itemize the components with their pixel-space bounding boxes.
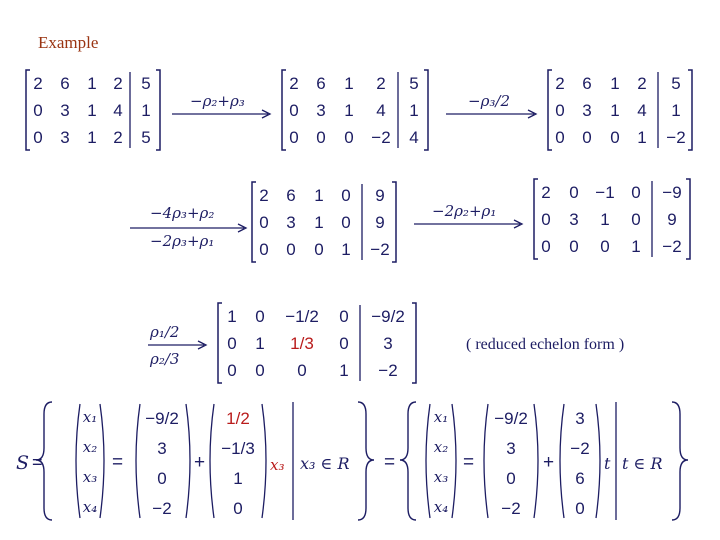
- matrix-cell: −9/2: [371, 307, 405, 326]
- vector-entry: 3: [575, 409, 585, 428]
- matrix-cell: 5: [671, 74, 681, 93]
- plus-sign: +: [194, 452, 206, 473]
- row-operation-label: −2ρ₃+ρ₁: [150, 232, 215, 250]
- matrix-cell: 1: [141, 101, 151, 120]
- matrix-cell: 0: [227, 361, 237, 380]
- matrix-cell: 3: [569, 210, 579, 229]
- variable-x2: x₂: [82, 438, 98, 456]
- matrix-cell: 5: [409, 74, 419, 93]
- matrix-2: [280, 66, 432, 154]
- vector-entry: 0: [575, 499, 585, 518]
- matrix-5: [532, 175, 694, 263]
- matrix-cell: 0: [339, 307, 349, 326]
- row-operation-label: −ρ₃/2: [468, 92, 510, 110]
- matrix-1: [24, 66, 164, 154]
- slide-title: Example: [38, 33, 99, 52]
- row-operation-label: −ρ₂+ρ₃: [190, 92, 245, 110]
- matrix-cell: 2: [33, 74, 43, 93]
- matrix-cell: 5: [141, 74, 151, 93]
- vector-entry: −9/2: [494, 409, 528, 428]
- matrix-cell: 1: [314, 213, 324, 232]
- matrix-cell: 1: [341, 240, 351, 259]
- matrix-cell: 1: [344, 101, 354, 120]
- matrix-cell: 1: [637, 128, 647, 147]
- matrix-cell: 4: [409, 128, 419, 147]
- matrix-cell: 1: [344, 74, 354, 93]
- matrix-cell: −2: [371, 128, 391, 147]
- matrix-cell: 0: [314, 240, 324, 259]
- matrix-cell: 6: [582, 74, 592, 93]
- equals-sign: =: [384, 452, 396, 473]
- matrix-cell: 0: [600, 237, 610, 256]
- matrix-cell: 0: [286, 240, 296, 259]
- matrix-cell: 1: [87, 128, 97, 147]
- equals-sign: =: [32, 452, 43, 472]
- matrix-cell: 0: [541, 210, 551, 229]
- variable-x4: x₄: [82, 498, 98, 516]
- matrix-cell: 4: [113, 101, 123, 120]
- matrix-cell: 4: [376, 101, 386, 120]
- matrix-cell: 1: [600, 210, 610, 229]
- matrix-cell: 0: [289, 101, 299, 120]
- matrix-cell: 1: [339, 361, 349, 380]
- matrix-cell: 9: [667, 210, 677, 229]
- matrix-cell: −1: [595, 183, 615, 202]
- matrix-cell: 0: [610, 128, 620, 147]
- matrix-cell: 0: [582, 128, 592, 147]
- matrix-cell: 2: [541, 183, 551, 202]
- matrix-cell: 0: [555, 128, 565, 147]
- matrix-cell: 0: [631, 210, 641, 229]
- matrix-cell: 5: [141, 128, 151, 147]
- matrix-cell: 0: [569, 183, 579, 202]
- matrix-cell: 3: [286, 213, 296, 232]
- solution-brackets: [0, 396, 720, 526]
- parameter-condition: t ∈ R: [622, 454, 663, 473]
- matrix-cell: 0: [569, 237, 579, 256]
- matrix-cell: 0: [33, 128, 43, 147]
- variable-x2: x₂: [433, 438, 449, 456]
- matrix-cell: 0: [631, 183, 641, 202]
- matrix-cell: 2: [259, 186, 269, 205]
- matrix-3: [546, 66, 696, 154]
- parameter-x3: x₃: [270, 456, 285, 474]
- row-operation-label: ρ₂/3: [150, 350, 180, 368]
- matrix-cell: 3: [383, 334, 393, 353]
- matrix-cell: 0: [33, 101, 43, 120]
- matrix-cell: 0: [289, 128, 299, 147]
- matrix-cell: −1/2: [285, 307, 319, 326]
- vector-entry: −2: [570, 439, 590, 458]
- row-operation-label: −4ρ₃+ρ₂: [150, 204, 215, 222]
- vector-entry: 6: [575, 469, 585, 488]
- set-name: S: [16, 452, 30, 474]
- vector-entry-highlighted: 1/2: [226, 409, 250, 428]
- matrix-cell: 1: [631, 237, 641, 256]
- matrix-cell: 6: [316, 74, 326, 93]
- right-arrow-icon: [172, 108, 274, 120]
- matrix-cell: 4: [637, 101, 647, 120]
- matrix-cell: 0: [339, 334, 349, 353]
- matrix-cell: 3: [582, 101, 592, 120]
- matrix-cell-highlighted: 1/3: [290, 334, 314, 353]
- matrix-cell: 6: [286, 186, 296, 205]
- matrix-cell: 1: [409, 101, 419, 120]
- matrix-cell: 2: [637, 74, 647, 93]
- matrix-cell: 1: [255, 334, 265, 353]
- equals-sign: =: [463, 452, 475, 473]
- matrix-cell: −2: [378, 361, 398, 380]
- right-arrow-icon: [414, 218, 526, 230]
- matrix-cell: 1: [314, 186, 324, 205]
- matrix-cell: −9: [662, 183, 682, 202]
- parameter-condition: x₃ ∈ R: [300, 454, 350, 473]
- matrix-cell: 0: [341, 213, 351, 232]
- matrix-cell: 0: [316, 128, 326, 147]
- vector-entry: 0: [233, 499, 243, 518]
- row-operation-label: −2ρ₂+ρ₁: [432, 202, 497, 220]
- matrix-cell: −2: [662, 237, 682, 256]
- matrix-cell: 1: [87, 74, 97, 93]
- variable-x1: x₁: [82, 408, 98, 426]
- plus-sign: +: [543, 452, 555, 473]
- matrix-cell: 1: [87, 101, 97, 120]
- right-arrow-icon: [446, 108, 540, 120]
- matrix-cell: 2: [555, 74, 565, 93]
- matrix-cell: 1: [610, 74, 620, 93]
- vector-entry: 3: [157, 439, 167, 458]
- vector-entry: −9/2: [145, 409, 179, 428]
- matrix-6: [216, 299, 420, 387]
- matrix-cell: 0: [255, 361, 265, 380]
- matrix-cell: 3: [60, 128, 70, 147]
- matrix-cell: 0: [255, 307, 265, 326]
- matrix-cell: 0: [555, 101, 565, 120]
- matrix-cell: 0: [341, 186, 351, 205]
- variable-x3: x₃: [82, 468, 98, 486]
- matrix-4: [250, 178, 400, 266]
- matrix-cell: 9: [375, 213, 385, 232]
- matrix-cell: 0: [297, 361, 307, 380]
- matrix-cell: 3: [316, 101, 326, 120]
- vector-entry: −2: [501, 499, 521, 518]
- matrix-cell: −2: [666, 128, 686, 147]
- matrix-cell: 1: [227, 307, 237, 326]
- equals-sign: =: [112, 452, 124, 473]
- variable-x3: x₃: [433, 468, 449, 486]
- matrix-cell: 0: [344, 128, 354, 147]
- vector-entry: 0: [506, 469, 516, 488]
- vector-entry: −2: [152, 499, 172, 518]
- variable-x4: x₄: [433, 498, 449, 516]
- reduced-echelon-note: ( reduced echelon form ): [466, 336, 625, 353]
- matrix-cell: 2: [113, 74, 123, 93]
- matrix-cell: 3: [60, 101, 70, 120]
- matrix-cell: 9: [375, 186, 385, 205]
- matrix-cell: 0: [541, 237, 551, 256]
- matrix-cell: 6: [60, 74, 70, 93]
- matrix-cell: 2: [113, 128, 123, 147]
- vector-entry: 3: [506, 439, 516, 458]
- vector-entry: 1: [233, 469, 243, 488]
- matrix-cell: 0: [259, 240, 269, 259]
- matrix-cell: 0: [259, 213, 269, 232]
- matrix-cell: 1: [671, 101, 681, 120]
- matrix-cell: 0: [227, 334, 237, 353]
- matrix-cell: 2: [289, 74, 299, 93]
- vector-entry: 0: [157, 469, 167, 488]
- matrix-cell: 1: [610, 101, 620, 120]
- matrix-cell: 2: [376, 74, 386, 93]
- solution-set: [0, 396, 720, 526]
- parameter-t: t: [604, 454, 611, 473]
- row-operation-label: ρ₁/2: [150, 323, 180, 341]
- variable-x1: x₁: [433, 408, 449, 426]
- matrix-cell: −2: [370, 240, 390, 259]
- vector-entry: −1/3: [221, 439, 255, 458]
